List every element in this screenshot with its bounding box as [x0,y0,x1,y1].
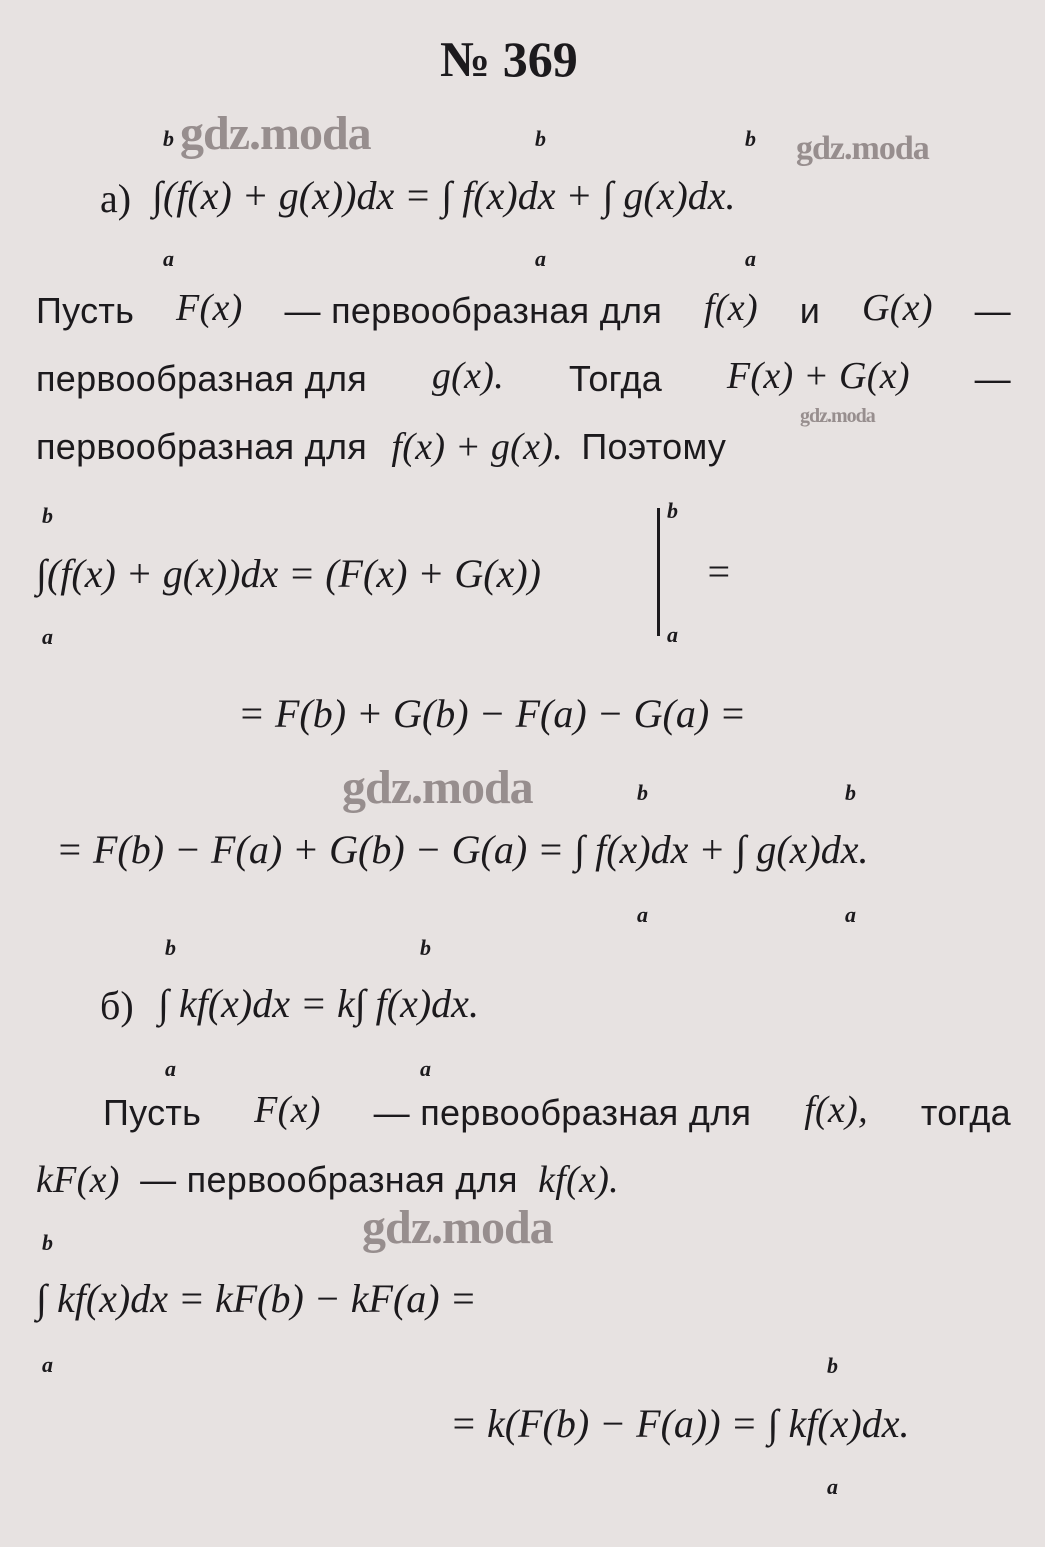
problem-number: № 369 [440,31,578,87]
text-line [36,425,726,469]
text-word: первообразная для [36,426,368,467]
text-word: Пусть [103,1092,202,1133]
limit-upper: b [42,503,53,528]
evaluation-bar [657,508,660,636]
limit-lower: a [667,622,678,647]
limit-lower: a [42,624,53,649]
math-inline: F(x) + G(x) [726,355,910,397]
equals-sign: = [705,549,732,594]
limit-upper: b [420,935,431,960]
text-word: — [974,358,1011,399]
limit-upper: b [745,126,756,151]
watermark: gdz.moda [796,130,929,167]
math-inline: kF(x) [36,1159,120,1201]
text-word: Тогда [568,358,663,399]
limit-upper: b [827,1353,838,1378]
part-b-formula: ∫ kf(x)dx = k∫ f(x)dx. [158,981,479,1026]
text-word: Пусть [36,290,135,331]
text-word: — первообразная для [284,290,663,331]
limit-upper: b [845,780,856,805]
text-word: Поэтому [581,426,727,467]
math-inline: g(x). [431,355,505,397]
limit-lower: a [42,1352,53,1377]
limit-lower: a [745,246,756,271]
math-inline: F(x) [176,287,243,329]
equation-a3: = F(b) − F(a) + G(b) − G(a) = ∫ f(x)dx + ∫ g(x)dx. [56,827,869,872]
math-inline: f(x) + g(x). [391,426,564,468]
limit-lower: a [637,902,648,927]
limit-upper: b [637,780,648,805]
text-word: тогда [920,1092,1011,1133]
text-word: — [974,290,1011,331]
limit-lower: a [827,1474,838,1499]
limit-lower: a [165,1056,176,1081]
text-word: — первообразная для [140,1159,518,1200]
watermark: gdz.moda [180,107,371,160]
math-inline: G(x) [861,287,933,329]
equation-b1: ∫ kf(x)dx = kF(b) − kF(a) = [36,1276,477,1321]
part-a-formula: ∫(f(x) + g(x))dx = ∫ f(x)dx + ∫ g(x)dx. [152,173,736,218]
text-word: — первообразная для [373,1092,752,1133]
text-line [36,287,1011,332]
text-line [103,1089,1011,1134]
limit-lower: a [163,246,174,271]
part-b-label: б) [100,983,134,1028]
text-line [36,1158,619,1202]
text-word: и [799,290,821,331]
watermark: gdz.moda [342,761,533,814]
limit-lower: a [845,902,856,927]
equation-b2: = k(F(b) − F(a)) = ∫ kf(x)dx. [450,1401,910,1446]
text-line [36,355,1011,400]
watermark: gdz.moda [362,1201,553,1254]
equation-a1: ∫(f(x) + g(x))dx = (F(x) + G(x)) [36,551,541,596]
limit-upper: b [667,498,678,523]
math-inline: kf(x). [538,1159,619,1201]
limit-upper: b [165,935,176,960]
limit-upper: b [535,126,546,151]
limit-upper: b [163,126,174,151]
limit-lower: a [420,1056,431,1081]
text-word: первообразная для [36,358,368,399]
limit-upper: b [42,1230,53,1255]
part-a-label: а) [100,176,132,221]
limit-lower: a [535,246,546,271]
math-inline: F(x) [254,1089,321,1131]
math-inline: f(x), [804,1089,868,1131]
math-inline: f(x) [703,287,758,329]
watermark: gdz.moda [800,405,875,427]
equation-a2: = F(b) + G(b) − F(a) − G(a) = [238,691,747,736]
